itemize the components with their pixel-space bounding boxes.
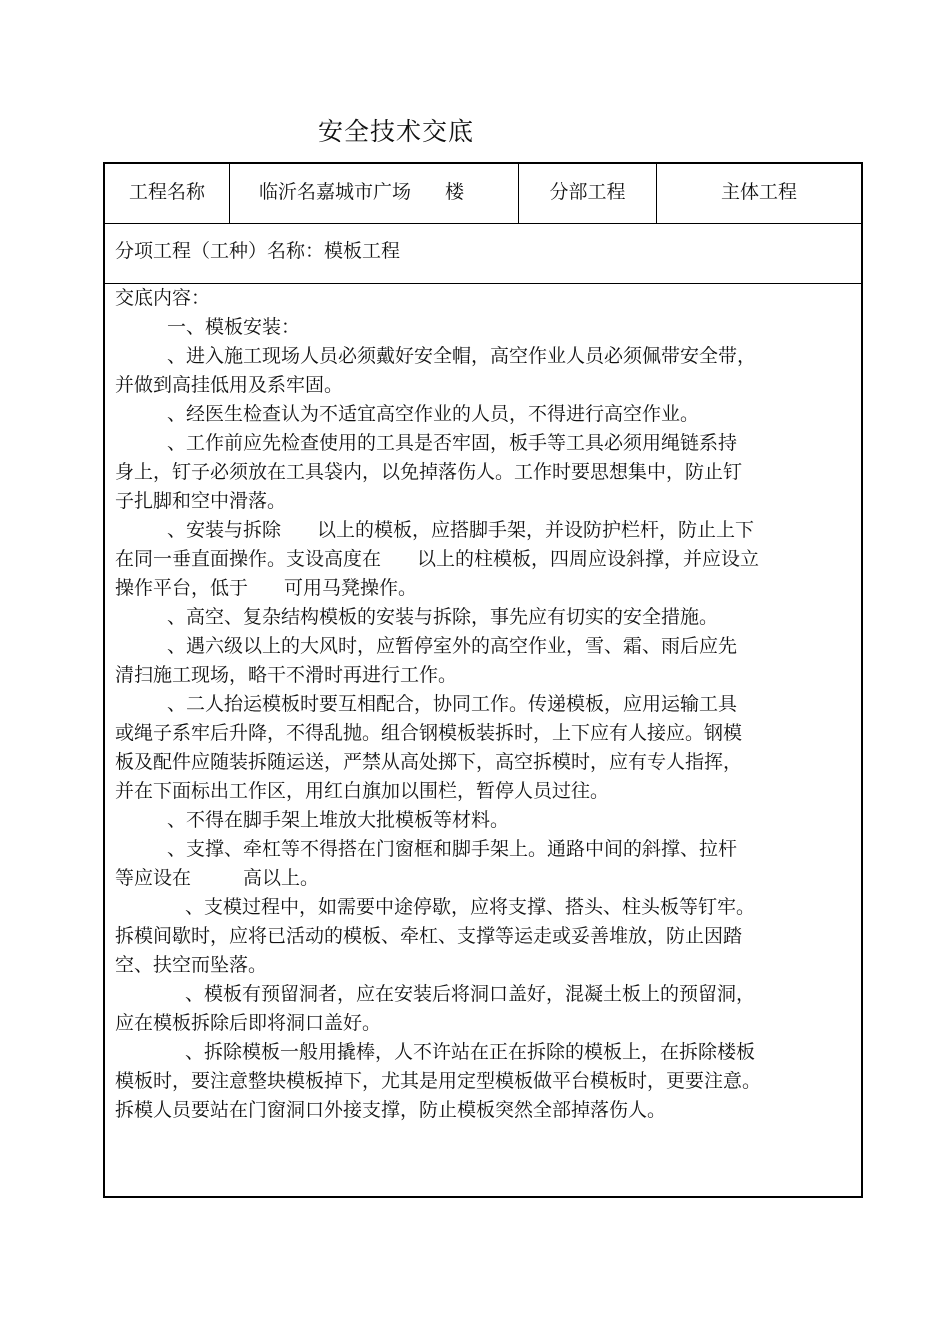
content-line: 、遇六级以上的大风时，应暂停室外的高空作业，雪、霜、雨后应先 [167, 635, 738, 657]
content-line: 、高空、复杂结构模板的安装与拆除，事先应有切实的安全措施。 [167, 606, 719, 628]
content-line: 子扎脚和空中滑落。 [115, 490, 287, 512]
project-name-value [230, 164, 519, 223]
content-line: 拆模间歇时，应将已活动的模板、牵杠、支撑等运走或妥善堆放，防止因踏 [115, 925, 743, 947]
content-line: 或绳子系牢后升降，不得乱抛。组合钢模板装拆时，上下应有人接应。钢模 [115, 722, 743, 744]
content-line: 、支模过程中，如需要中途停歇，应将支撑、搭头、柱头板等钉牢。 [185, 896, 756, 918]
content-line: 、二人抬运模板时要互相配合，协同工作。传递模板，应用运输工具 [167, 693, 738, 715]
content-line: 等应设在 高以上。 [115, 867, 320, 889]
content-line: 、工作前应先检查使用的工具是否牢固，板手等工具必须用绳链系持 [167, 432, 738, 454]
content-line: 、安装与拆除 以上的模板，应搭脚手架，并设防护栏杆，防止上下 [167, 519, 755, 541]
division-value: 主体工程 [720, 181, 797, 203]
content-line: 并在下面标出工作区，用红白旗加以围栏，暂停人员过往。 [115, 780, 610, 802]
content-line: 、进入施工现场人员必须戴好安全帽，高空作业人员必须佩带安全带， [167, 345, 757, 367]
content-heading: 交底内容： [115, 287, 211, 309]
disclosure-form [103, 162, 863, 1198]
header-row [105, 164, 861, 224]
content-line: 身上，钉子必须放在工具袋内，以免掉落伤人。工作时要思想集中，防止钉 [115, 461, 743, 483]
subitem-row: 分项工程（工种）名称：模板工程 [105, 224, 861, 284]
content-line: 、经医生检查认为不适宜高空作业的人员，不得进行高空作业。 [167, 403, 700, 425]
content-line: 空、扶空而坠落。 [115, 954, 268, 976]
content-line: 、不得在脚手架上堆放大批模板等材料。 [167, 809, 510, 831]
content-line: 、模板有预留洞者，应在安装后将洞口盖好，混凝土板上的预留洞， [185, 983, 756, 1005]
content-line: 清扫施工现场，略干不滑时再进行工作。 [115, 664, 458, 686]
project-name-part-b: 楼 [445, 181, 465, 203]
content-line: 模板时，要注意整块模板掉下，尤其是用定型模板做平台模板时，更要注意。 [115, 1070, 762, 1092]
content-line: 、支撑、牵杠等不得搭在门窗框和脚手架上。通路中间的斜撑、拉杆 [167, 838, 738, 860]
disclosure-content [115, 284, 860, 1125]
project-name-label: 工程名称 [105, 164, 230, 223]
content-line: 在同一垂直面操作。支设高度在 以上的柱模板，四周应设斜撑，并应设立 [115, 548, 760, 570]
content-line: 、拆除模板一般用撬棒，人不许站在正在拆除的模板上，在拆除楼板 [185, 1041, 756, 1063]
content-line: 并做到高挂低用及系牢固。 [115, 374, 344, 396]
division-label: 分部工程 [519, 164, 657, 223]
content-line: 板及配件应随装拆随运送，严禁从高处掷下，高空拆模时，应有专人指挥， [115, 751, 743, 773]
content-line: 操作平台，低于 可用马凳操作。 [115, 577, 418, 599]
document-title: 安全技术交底 [318, 117, 475, 146]
project-name-part-a: 临沂名嘉城市广场 [259, 181, 412, 203]
content-line: 拆模人员要站在门窗洞口外接支撑，防止模板突然全部掉落伤人。 [115, 1099, 667, 1121]
content-line: 应在模板拆除后即将洞口盖好。 [115, 1012, 382, 1034]
section-heading: 一、模板安装： [167, 316, 301, 338]
